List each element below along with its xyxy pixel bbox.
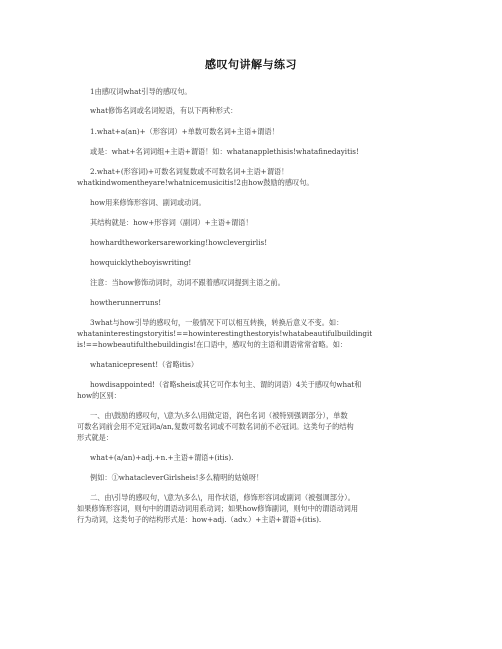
paragraph-9: howquicklytheboyiswriting! (90, 258, 192, 267)
paragraph-15-cont-2: 形式就是： (77, 433, 113, 442)
paragraph-17: 例如：①whatacleverGirlsheis!多么精明的姑娘呀！ (90, 473, 264, 482)
paragraph-12-cont-1: whataninterestingstoryitis!==howinterestingthestoryis!whatabeautifulbuildingit (77, 329, 373, 338)
paragraph-12: 3what与how引导的感叹句，一般情况下可以相互转换，转换后意义不变。如： (90, 318, 344, 327)
paragraph-5-cont: whatkindwomentheyare!whatnicemusicitis!2由how鼓励的感叹句。 (77, 178, 314, 187)
paragraph-18-cont-1: 如果修饰形容词，则句中的谓语动词用系动词；如果how修饰副词，则句中的谓语动词用 (77, 504, 359, 513)
paragraph-1: 1由感叹词what引导的感叹句。 (90, 87, 192, 96)
paragraph-18-cont-2: 行为动词，这类句子的结构形式是：how+adj.（adv.）+主语+谓语+(itis). (77, 515, 322, 524)
page-title: 感叹句讲解与练习 (205, 58, 297, 71)
paragraph-11: howtherunnerruns! (90, 298, 162, 307)
paragraph-4: 或是：what+名词词组+主语+谓语！如：whatanapplethisis!whatafinedayitis! (90, 147, 359, 156)
paragraph-15-cont-1: 可数名词前会用不定冠词a/an,复数可数名词或不可数名词前不必冠词。这类句子的结构 (77, 422, 354, 431)
paragraph-6: how用来修饰形容词、副词或动词。 (90, 198, 206, 207)
paragraph-7: 其结构就是：how+形容词（副词）+主语+谓语！ (90, 218, 253, 227)
paragraph-12-cont-2: is!==howbeautifulthebuildingis!在口语中，感叹句的主语和谓语常常省略。如： (77, 340, 348, 349)
paragraph-10: 注意：当how修饰动词时，动词不跟着感叹词提到主语之前。 (90, 278, 285, 287)
paragraph-5: 2.what+(形容词)+可数名词复数或不可数名词+主语+谓语！ (90, 167, 289, 176)
paragraph-3: 1.what+a(an)+（形容词）+单数可数名词+主语+谓语！ (90, 127, 279, 136)
paragraph-13: whatanicepresent!（省略itis） (90, 360, 199, 369)
paragraph-8: howhardtheworkersareworking!howclevergirlis! (90, 238, 268, 247)
paragraph-15: 一、由\鼓励的感叹句，\意为\多么\用做定语，润色名词（被特别强调部分），单数 (90, 411, 348, 420)
paragraph-18: 二、由\引导的感叹句，\意为\多么\，用作状语，修饰形容词或副词（被强调部分）。 (90, 493, 355, 502)
paragraph-14: howdisappointed!（省略sheis或其它可作本句主、谓的词语）4关于感叹句what和 (90, 380, 362, 389)
paragraph-16: what+(a/an)+adj.+n.+主语+谓语+(itis). (90, 453, 234, 462)
paragraph-2: what修饰名词或名词短语，有以下两种形式： (90, 106, 238, 115)
paragraph-14-cont: how的区别： (77, 391, 121, 400)
